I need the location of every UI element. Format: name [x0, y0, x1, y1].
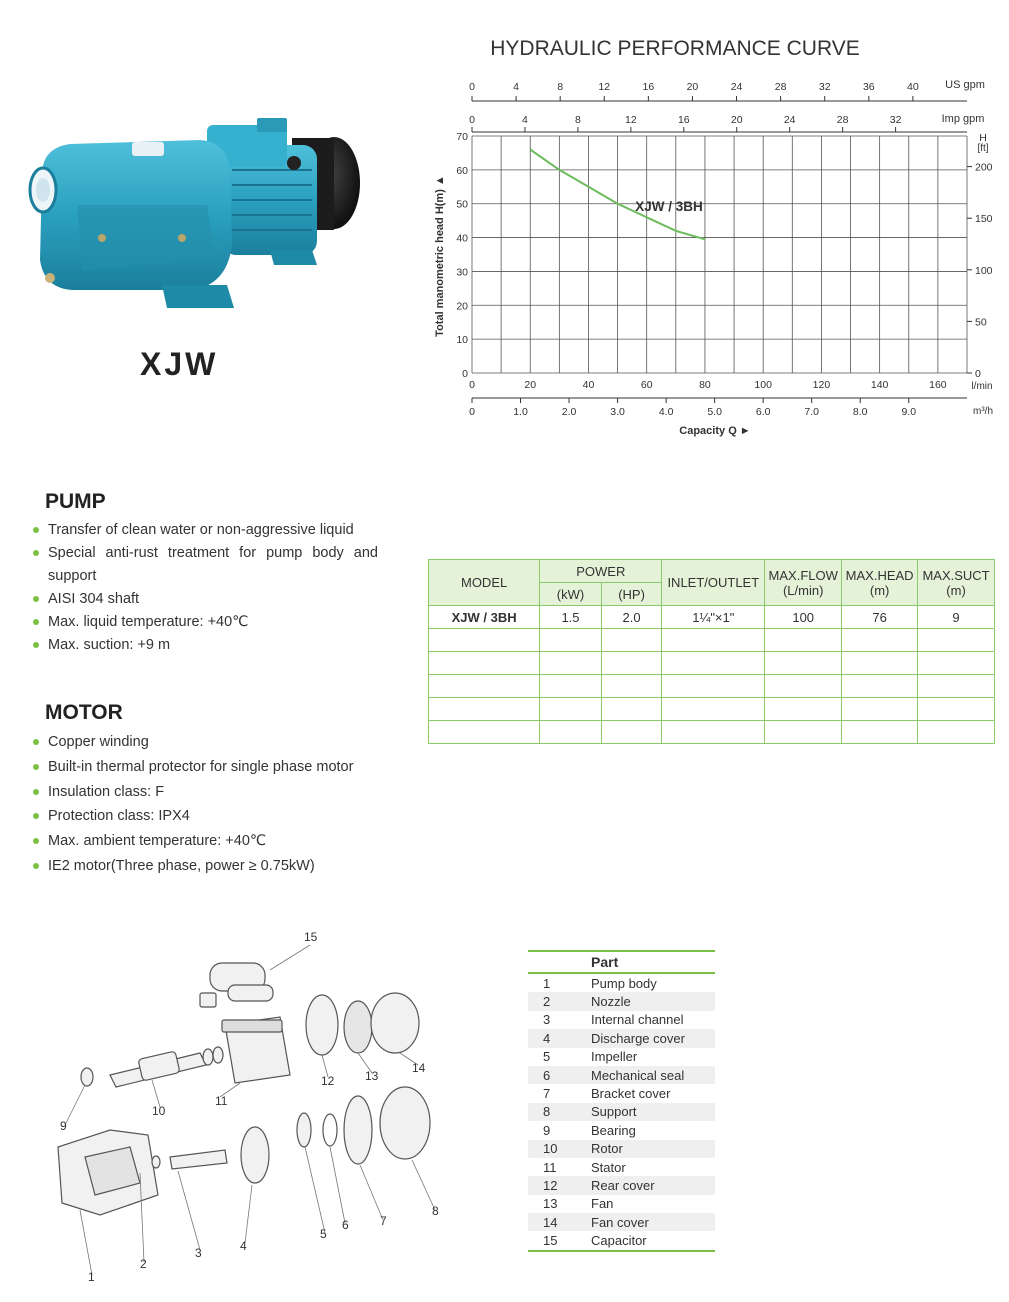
- x-m3h-tick-label: 9.0: [901, 406, 917, 418]
- spec-header-kw: (kW): [540, 583, 602, 606]
- parts-row: [528, 1011, 715, 1029]
- pump-feature-2: Special anti-rust treatment for pump body and support: [30, 542, 378, 588]
- y-tick-label: 60: [456, 164, 468, 177]
- spec-header-suct-label: MAX.SUCT: [922, 567, 990, 583]
- x-usgpm-tick-label: 12: [598, 81, 611, 93]
- pump-product-image: [22, 110, 367, 320]
- x-impgpm-tick-label: 28: [836, 114, 849, 126]
- model-name: XJW: [140, 346, 219, 382]
- spec-header-flow: [765, 560, 842, 606]
- part-name: Bearing: [591, 1122, 636, 1138]
- discharge-cover-shape: [241, 1127, 269, 1183]
- pump-section-title: PUMP: [45, 490, 106, 513]
- parts-header: Part: [591, 951, 715, 973]
- part-name: Rotor: [591, 1140, 715, 1158]
- callout-number: 7: [380, 1214, 387, 1228]
- motor-feature-3: Insulation class: F: [30, 780, 353, 805]
- callout-number: 12: [321, 1074, 335, 1088]
- y-axis-title: Total manometric head H(m) ▲: [434, 175, 446, 337]
- parts-header-row: [528, 951, 715, 973]
- y-tick-label: 30: [456, 266, 468, 279]
- parts-row: [528, 1140, 715, 1158]
- spec-head: 76: [842, 606, 918, 629]
- spec-kw: 1.5: [540, 606, 602, 629]
- x-lmin-tick-label: 100: [754, 379, 772, 391]
- x-m3h-tick-label: 7.0: [804, 406, 820, 418]
- x-usgpm-tick-label: 16: [642, 81, 655, 93]
- x-impgpm-tick-label: 24: [783, 114, 796, 126]
- part-name: Nozzle: [591, 992, 715, 1010]
- parts-row: [528, 1103, 715, 1121]
- x-m3h-tick-label: 6.0: [755, 406, 771, 418]
- motor-feature-5: Max. ambient temperature: +40℃: [30, 829, 353, 854]
- pump-feature-4: Max. liquid temperature: +40℃: [30, 611, 378, 634]
- y-tick-label: 70: [456, 131, 468, 143]
- part-number: 14: [528, 1213, 591, 1231]
- x-m3h-tick-label: 4.0: [658, 406, 674, 418]
- part-name: Bracket cover: [591, 1086, 671, 1102]
- parts-table: [528, 950, 715, 1252]
- x-m3h-tick-label: 8.0: [852, 406, 868, 418]
- x-m3h-unit: m³/h: [973, 406, 993, 417]
- callout-number: 14: [412, 1061, 426, 1075]
- x-lmin-tick-label: 160: [929, 379, 947, 391]
- part-number: 4: [528, 1029, 591, 1047]
- callout-number: 6: [342, 1218, 349, 1232]
- part-name: Pump body: [591, 975, 657, 991]
- part-number: 9: [543, 1122, 551, 1138]
- parts-row: [528, 1213, 715, 1231]
- x-impgpm-tick-label: 12: [624, 114, 637, 126]
- parts-row: [528, 1158, 715, 1176]
- impeller-shape: [297, 1113, 311, 1147]
- parts-row: [528, 1121, 715, 1139]
- callout-number: 11: [215, 1094, 228, 1108]
- parts-row: [528, 1176, 715, 1194]
- x-m3h-tick-label: 3.0: [610, 406, 625, 418]
- part-number: 11: [543, 1159, 557, 1175]
- part-number: 3: [543, 1012, 551, 1028]
- x-impgpm-tick-label: 32: [889, 114, 902, 126]
- y-right-tick-label: 200: [975, 161, 993, 174]
- parts-row: [528, 1195, 715, 1213]
- callout-number: 13: [365, 1069, 379, 1083]
- x-m3h-tick-label: 1.0: [513, 406, 528, 418]
- spec-header-row: [429, 560, 995, 583]
- motor-feature-list: [30, 730, 353, 879]
- part-name: Mechanical seal: [591, 1066, 715, 1084]
- callout-number: 5: [320, 1227, 327, 1241]
- parts-row: [528, 1084, 715, 1102]
- motor-section-title: MOTOR: [45, 701, 123, 724]
- x-usgpm-tick-label: 28: [774, 81, 787, 93]
- x-lmin-tick-label: 60: [640, 379, 653, 391]
- y-tick-label: 20: [456, 300, 468, 313]
- motor-feature-1: Copper winding: [30, 730, 353, 755]
- motor-feature-2: Built-in thermal protector for single phase motor: [30, 755, 353, 780]
- y-tick-label: 10: [456, 334, 468, 347]
- part-name: Capacitor: [591, 1231, 715, 1250]
- part-name: Support: [591, 1103, 715, 1121]
- fan-cover-shape: [371, 993, 419, 1053]
- parts-row: [528, 1048, 715, 1066]
- parts-row: [528, 1066, 715, 1084]
- part-number: 2: [528, 992, 591, 1010]
- part-number: 15: [528, 1231, 591, 1250]
- part-number: 13: [543, 1196, 558, 1212]
- spec-hp: 2.0: [601, 606, 662, 629]
- part-number: 12: [528, 1176, 591, 1194]
- part-number: 10: [528, 1140, 591, 1158]
- spec-inlet: 1¼"×1": [662, 606, 765, 629]
- part-name: Fan cover: [591, 1213, 715, 1231]
- y-tick-label: 40: [456, 232, 468, 245]
- part-number: 1: [543, 975, 551, 991]
- nozzle-shape: [152, 1156, 160, 1168]
- spec-header-head-unit: (m): [869, 582, 890, 598]
- internal-channel-shape: [170, 1150, 227, 1169]
- parts-row: [528, 1231, 715, 1250]
- part-number: 6: [528, 1066, 591, 1084]
- x-usgpm-tick-label: 4: [513, 81, 520, 93]
- x-usgpm-tick-label: 8: [557, 81, 564, 93]
- callout-number: 9: [60, 1119, 67, 1133]
- spec-header-model: MODEL: [429, 560, 540, 606]
- part-number: 7: [543, 1086, 551, 1102]
- spec-empty-row: [429, 652, 995, 675]
- x-lmin-tick-label: 20: [524, 379, 537, 391]
- spec-header-flow-label: MAX.FLOW: [768, 567, 838, 583]
- x-lmin-unit: l/min: [971, 381, 993, 392]
- series-label: XJW / 3BH: [635, 199, 703, 214]
- x-impgpm-tick-label: 16: [677, 114, 690, 126]
- spec-data-row: [429, 606, 995, 629]
- part-name: Rear cover: [591, 1176, 715, 1194]
- part-name: Impeller: [591, 1049, 638, 1065]
- spec-header-suct: [918, 560, 995, 606]
- x-usgpm-unit: US gpm: [945, 79, 985, 91]
- x-m3h-tick-label: 5.0: [707, 406, 722, 418]
- y-right-unit2: [ft]: [977, 143, 989, 154]
- spec-header-hp: (HP): [601, 583, 662, 606]
- x-m3h-tick-label: 2.0: [561, 406, 577, 418]
- x-usgpm-tick-label: 0: [469, 81, 475, 93]
- fan-shape: [344, 1001, 372, 1053]
- y-tick-label: 0: [462, 368, 468, 380]
- motor-feature-4: Protection class: IPX4: [30, 804, 353, 829]
- callout-number: 10: [152, 1104, 166, 1118]
- x-impgpm-tick-label: 20: [730, 114, 743, 126]
- x-impgpm-tick-label: 4: [522, 114, 528, 126]
- y-right-tick-label: 100: [975, 264, 993, 277]
- x-usgpm-tick-label: 20: [686, 81, 699, 93]
- pump-feature-list: [30, 519, 378, 657]
- callout-number: 2: [140, 1257, 147, 1271]
- part-number: 8: [528, 1103, 591, 1121]
- part-name: Internal channel: [591, 1012, 684, 1028]
- spec-empty-row: [429, 629, 995, 652]
- parts-row: [528, 973, 715, 992]
- rear-cover-shape: [306, 995, 338, 1055]
- x-usgpm-tick-label: 36: [862, 81, 875, 93]
- callout-number: 1: [88, 1270, 95, 1284]
- x-lmin-tick-label: 40: [582, 379, 595, 391]
- motor-feature-6: IE2 motor(Three phase, power ≥ 0.75kW): [30, 854, 353, 879]
- part-number: 5: [543, 1049, 551, 1065]
- x-impgpm-tick-label: 0: [469, 114, 475, 126]
- x-usgpm-tick-label: 40: [907, 81, 919, 93]
- y-right-tick-label: 150: [975, 213, 993, 226]
- part-name: Stator: [591, 1159, 626, 1175]
- x-axis-title: Capacity Q ►: [679, 425, 751, 437]
- x-usgpm-tick-label: 24: [730, 81, 743, 93]
- callout-number: 4: [240, 1239, 247, 1253]
- pump-feature-3: AISI 304 shaft: [30, 588, 378, 611]
- x-lmin-tick-label: 120: [812, 379, 831, 391]
- y-right-unit: H: [979, 132, 987, 144]
- spec-header-suct-unit: (m): [946, 582, 966, 598]
- bearing-shape: [81, 1068, 93, 1086]
- spec-model: XJW / 3BH: [429, 606, 540, 629]
- spec-header-inlet: INLET/OUTLET: [662, 560, 765, 606]
- spec-flow: 100: [765, 606, 842, 629]
- y-right-tick-label: 0: [975, 368, 981, 380]
- chart-title: HYDRAULIC PERFORMANCE CURVE: [490, 37, 860, 60]
- x-impgpm-unit: Imp gpm: [941, 113, 985, 125]
- x-lmin-tick-label: 140: [870, 379, 889, 391]
- spec-suct: 9: [918, 606, 995, 629]
- spec-header-head-label: MAX.HEAD: [845, 567, 914, 583]
- exploded-view-diagram: [40, 925, 500, 1290]
- y-right-tick-label: 50: [975, 316, 987, 329]
- pump-feature-1: Transfer of clean water or non-aggressive liquid: [30, 519, 378, 542]
- x-impgpm-tick-label: 8: [574, 114, 581, 126]
- x-lmin-tick-label: 80: [699, 379, 711, 391]
- bracket-cover-shape: [344, 1096, 372, 1164]
- spec-header-power: POWER: [540, 560, 662, 583]
- spec-header-head: [842, 560, 918, 606]
- parts-row: [528, 992, 715, 1010]
- callout-number: 3: [195, 1246, 202, 1260]
- callout-number: 15: [304, 930, 318, 944]
- parts-row: [528, 1029, 715, 1047]
- callout-number: 8: [432, 1204, 439, 1218]
- x-usgpm-tick-label: 32: [818, 81, 831, 93]
- spec-empty-row: [429, 698, 995, 721]
- part-name: Fan: [591, 1196, 614, 1212]
- mechanical-seal-shape: [323, 1114, 337, 1146]
- x-lmin-tick-label: 0: [469, 379, 475, 391]
- pump-feature-5: Max. suction: +9 m: [30, 634, 378, 657]
- y-tick-label: 50: [456, 198, 468, 211]
- hydraulic-performance-chart: [420, 28, 1009, 448]
- spec-empty-row: [429, 675, 995, 698]
- spec-table: [428, 559, 995, 744]
- support-shape: [380, 1087, 430, 1159]
- x-m3h-tick-label: 0: [469, 406, 475, 418]
- part-name: Discharge cover: [591, 1029, 715, 1047]
- spec-empty-row: [429, 721, 995, 744]
- spec-header-flow-unit: (L/min): [782, 582, 824, 598]
